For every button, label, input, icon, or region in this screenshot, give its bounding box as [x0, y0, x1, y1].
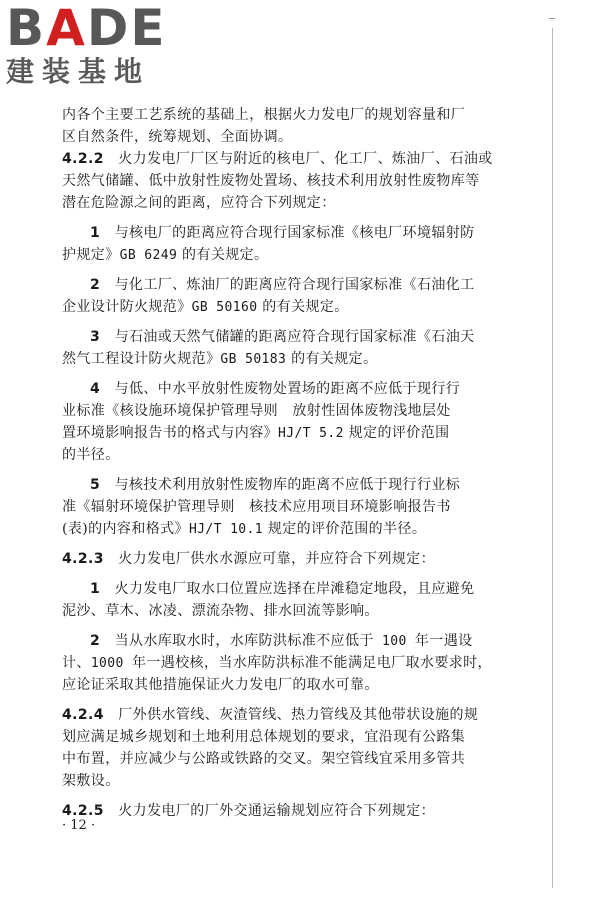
list-item	[62, 378, 542, 400]
text-line: 天然气储罐、低中放射性废物处置场、核技术利用放射性废物库等	[62, 173, 480, 189]
text-part: 护规定》	[62, 247, 120, 263]
text-line: 准《辐射环境保护管理导则 核技术应用项目环境影响报告书	[62, 499, 451, 515]
logo-letter-a: A	[46, 0, 87, 57]
text-part: 规定的评价范围	[343, 425, 450, 441]
standard-code: HJ/T 5.2	[278, 426, 344, 441]
list-item	[62, 274, 542, 296]
item-number: 3	[90, 329, 101, 345]
text-part: 年一遇设	[414, 633, 473, 649]
clause-number: 4.2.5	[62, 803, 104, 819]
item-number: 4	[90, 381, 101, 397]
item-text: 火力发电厂取水口位置应选择在岸滩稳定地段，且应避免	[114, 581, 475, 597]
text-part: 企业设计防火规范》	[62, 299, 192, 315]
item-text: 与核技术利用放射性废物库的距离不应低于现行行业标	[114, 477, 461, 493]
clause-number: 4.2.3	[62, 551, 104, 567]
text-line: 潜在危险源之间的距离，应符合下列规定：	[62, 195, 336, 211]
clause-4-2-4	[62, 704, 542, 726]
numeric-value: 100	[373, 634, 415, 649]
text-line	[62, 348, 542, 370]
clause-4-2-3	[62, 548, 542, 570]
list-item	[62, 326, 542, 348]
text-part: 规定的评价范围的半径。	[262, 521, 427, 537]
text-line	[62, 652, 542, 674]
standard-code: GB 6249	[119, 248, 178, 263]
clause-text: 火力发电厂厂区与附近的核电厂、化工厂、炼油厂、石油或	[118, 151, 493, 167]
bade-logo	[6, 2, 186, 88]
list-item	[62, 474, 542, 496]
clause-4-2-2	[62, 148, 542, 170]
item-text: 与低、中水平放射性废物处置场的距离不应低于现行行	[114, 381, 461, 397]
item-number: 2	[90, 633, 101, 649]
text-line: 区自然条件，统筹规划、全面协调。	[62, 129, 293, 145]
text-part: 然气工程设计防火规范》	[62, 351, 221, 367]
clause-4-2-5	[62, 800, 542, 822]
text-part: (表)的内容和格式》	[62, 521, 189, 537]
text-line	[62, 244, 542, 266]
item-number: 5	[90, 477, 101, 493]
logo-wordmark	[6, 0, 186, 57]
text-line: 的半径。	[62, 447, 120, 463]
edge-tick	[549, 18, 555, 19]
clause-number: 4.2.4	[62, 707, 104, 723]
text-line	[62, 422, 542, 444]
logo-letters-de: DE	[86, 0, 167, 57]
text-line: 内各个主要工艺系统的基础上，根据火力发电厂的规划容量和厂	[62, 107, 466, 123]
text-part: 计、	[62, 655, 91, 671]
page-number: · 12 ·	[62, 818, 96, 833]
text-line: 中布置，并应减少与公路或铁路的交叉。架空管线宜采用多管共	[62, 751, 466, 767]
text-part: 的有关规定。	[257, 299, 349, 315]
clause-text: 火力发电厂的厂外交通运输规划应符合下列规定：	[118, 803, 436, 819]
text-line	[62, 296, 542, 318]
text-line	[62, 518, 542, 540]
text-part: 置环境影响报告书的格式与内容》	[62, 425, 278, 441]
list-item	[62, 222, 542, 244]
logo-subtitle: 建装基地	[6, 55, 151, 88]
text-line: 业标准《核设施环境保护管理导则 放射性固体废物浅地层处	[62, 403, 451, 419]
text-line: 架敷设。	[62, 773, 120, 789]
document-body	[62, 104, 542, 822]
text-line: 划应满足城乡规划和土地利用总体规划的要求，宜沿现有公路集	[62, 729, 466, 745]
standard-code: GB 50160	[191, 300, 258, 315]
text-line: 应论证采取其他措施保证火力发电厂的取水可靠。	[62, 677, 379, 693]
clause-text: 厂外供水管线、灰渣管线、热力管线及其他带状设施的规	[118, 707, 479, 723]
list-item	[62, 578, 542, 600]
item-number: 1	[90, 581, 101, 597]
text-part: 的有关规定。	[177, 247, 269, 263]
standard-code: GB 50183	[220, 352, 287, 367]
item-text: 与石油或天然气储罐的距离应符合现行国家标准《石油天	[114, 329, 475, 345]
list-item	[62, 630, 542, 652]
standard-code: HJ/T 10.1	[188, 522, 263, 537]
page-edge-line	[552, 28, 553, 888]
clause-text: 火力发电厂供水水源应可靠，并应符合下列规定：	[118, 551, 436, 567]
clause-number: 4.2.2	[62, 151, 104, 167]
text-part: 年一遇校核，当水库防洪标准不能满足电厂取水要求时，	[131, 655, 492, 671]
item-number: 1	[90, 225, 101, 241]
item-text: 与化工厂、炼油厂的距离应符合现行国家标准《石油化工	[114, 277, 475, 293]
item-number: 2	[90, 277, 101, 293]
text-line: 泥沙、草木、冰凌、漂流杂物、排水回流等影响。	[62, 603, 379, 619]
numeric-value: 1000	[90, 656, 132, 671]
logo-letter-b: B	[6, 0, 47, 57]
item-text: 与核电厂的距离应符合现行国家标准《核电厂环境辐射防	[114, 225, 475, 241]
text-part: 当从水库取水时，水库防洪标准不应低于	[114, 633, 374, 649]
text-part: 的有关规定。	[286, 351, 378, 367]
